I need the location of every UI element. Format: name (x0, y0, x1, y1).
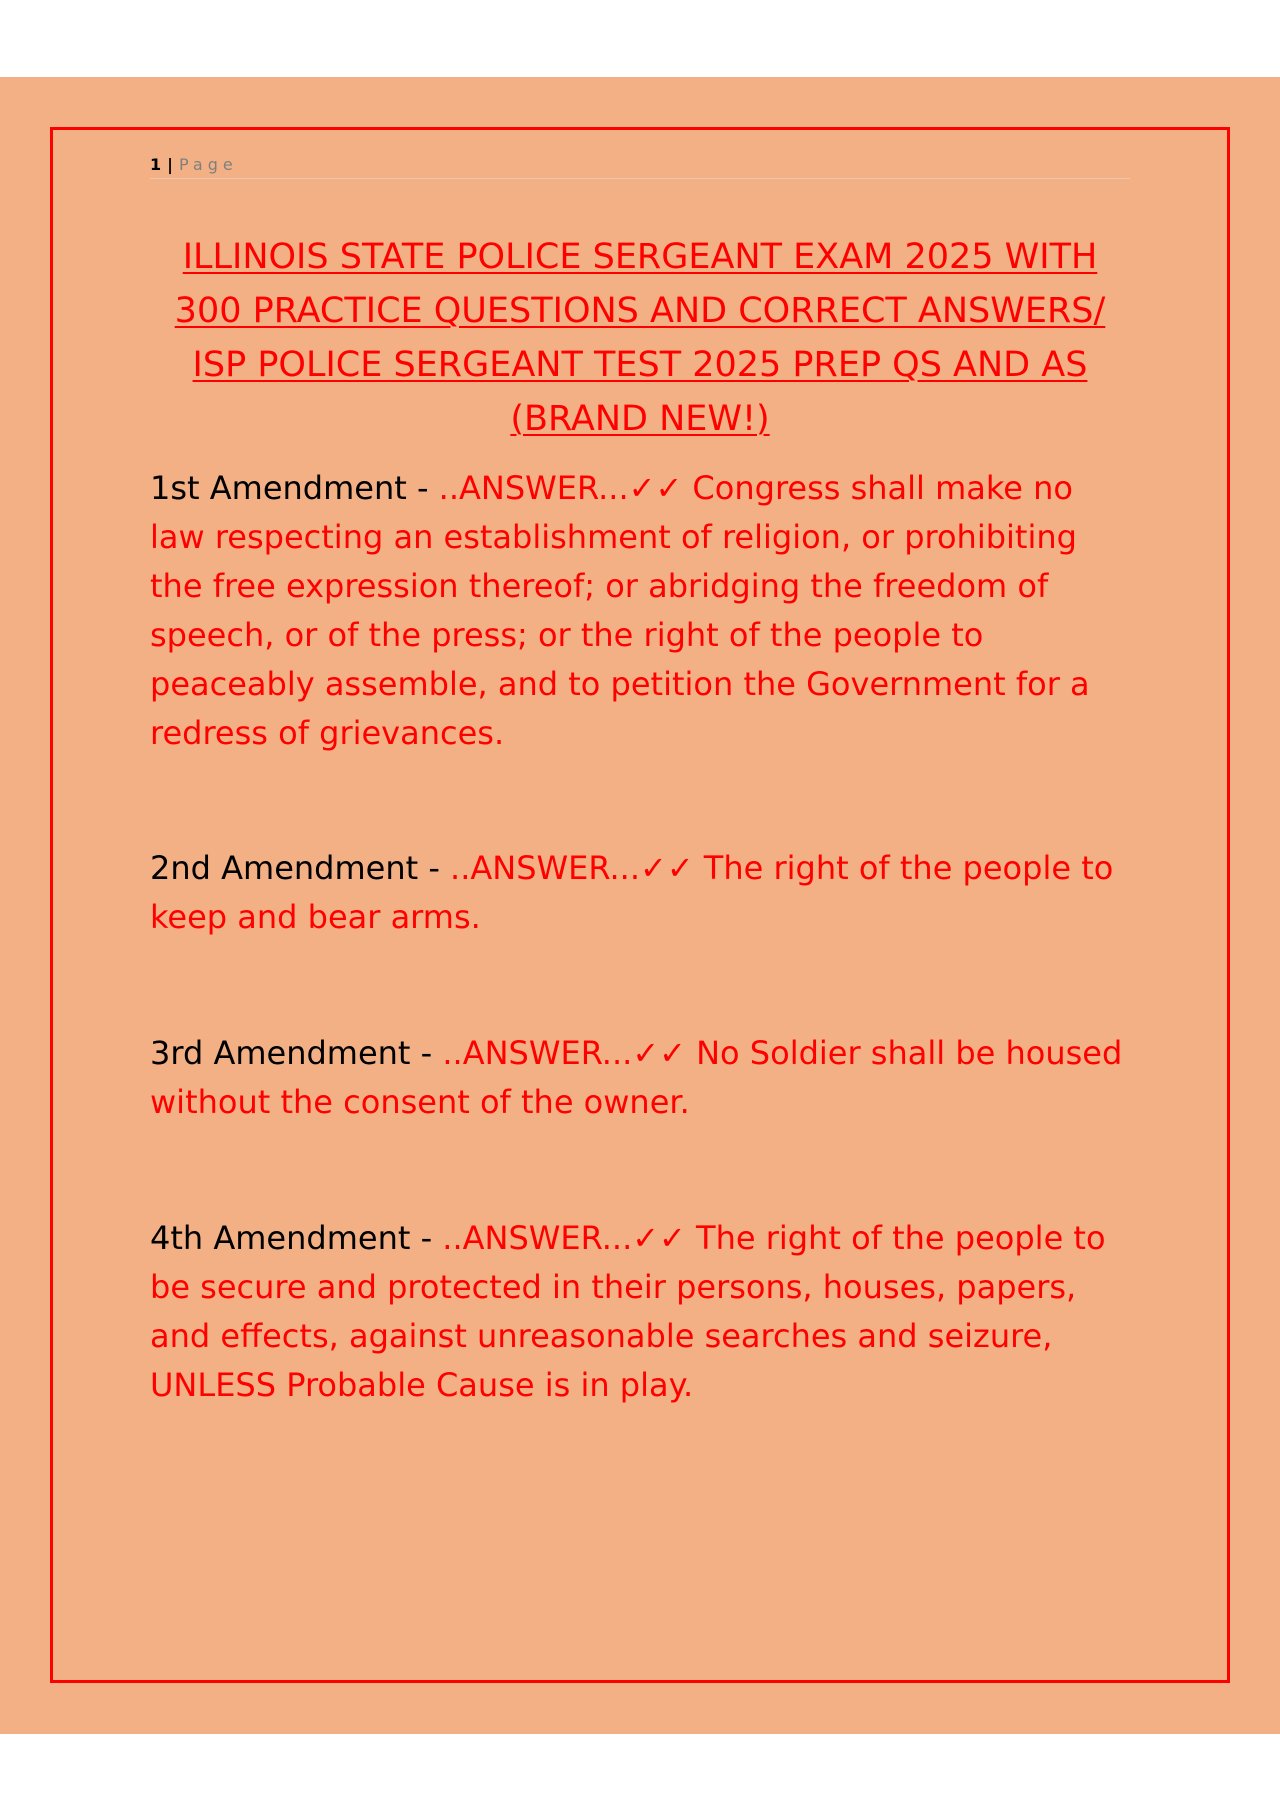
answer-text: ..ANSWER...✓✓ The right of the people to be secure and protected in their persons, houses, papers, and effects, against unreasonable searches and seizure, UNLESS Probable Cause is in play. (150, 1219, 1106, 1404)
question-text: 1st Amendment - (150, 469, 439, 507)
page-label: Page (178, 155, 238, 174)
answer-text: ..ANSWER...✓✓ Congress shall make no law respecting an establishment of religion, or prohibiting the free expression thereof; or abridging the freedom of speech, or of the press; or the right of the people to peaceably assemble, and to petition the Government for a redress of grievances. (150, 469, 1090, 752)
page-number: 1 (150, 155, 162, 174)
qa-item (150, 464, 1130, 758)
document-title: ILLINOIS STATE POLICE SERGEANT EXAM 2025 WITH 300 PRACTICE QUESTIONS AND CORRECT ANSWERS/ ISP POLICE SERGEANT TEST 2025 PREP QS AND AS (BRAND NEW!) (174, 237, 1106, 439)
answer-text: ..ANSWER...✓✓ The right of the people to keep and bear arms. (150, 849, 1114, 936)
question-text: 4th Amendment - (150, 1219, 443, 1257)
qa-item (150, 844, 1130, 942)
qa-item (150, 1029, 1130, 1127)
question-text: 2nd Amendment - (150, 849, 451, 887)
page-header (150, 152, 1130, 179)
qa-item (150, 1214, 1130, 1410)
page-header-separator: | (167, 155, 173, 174)
question-text: 3rd Amendment - (150, 1034, 443, 1072)
answer-text: ..ANSWER...✓✓ No Soldier shall be housed without the consent of the owner. (150, 1034, 1123, 1121)
